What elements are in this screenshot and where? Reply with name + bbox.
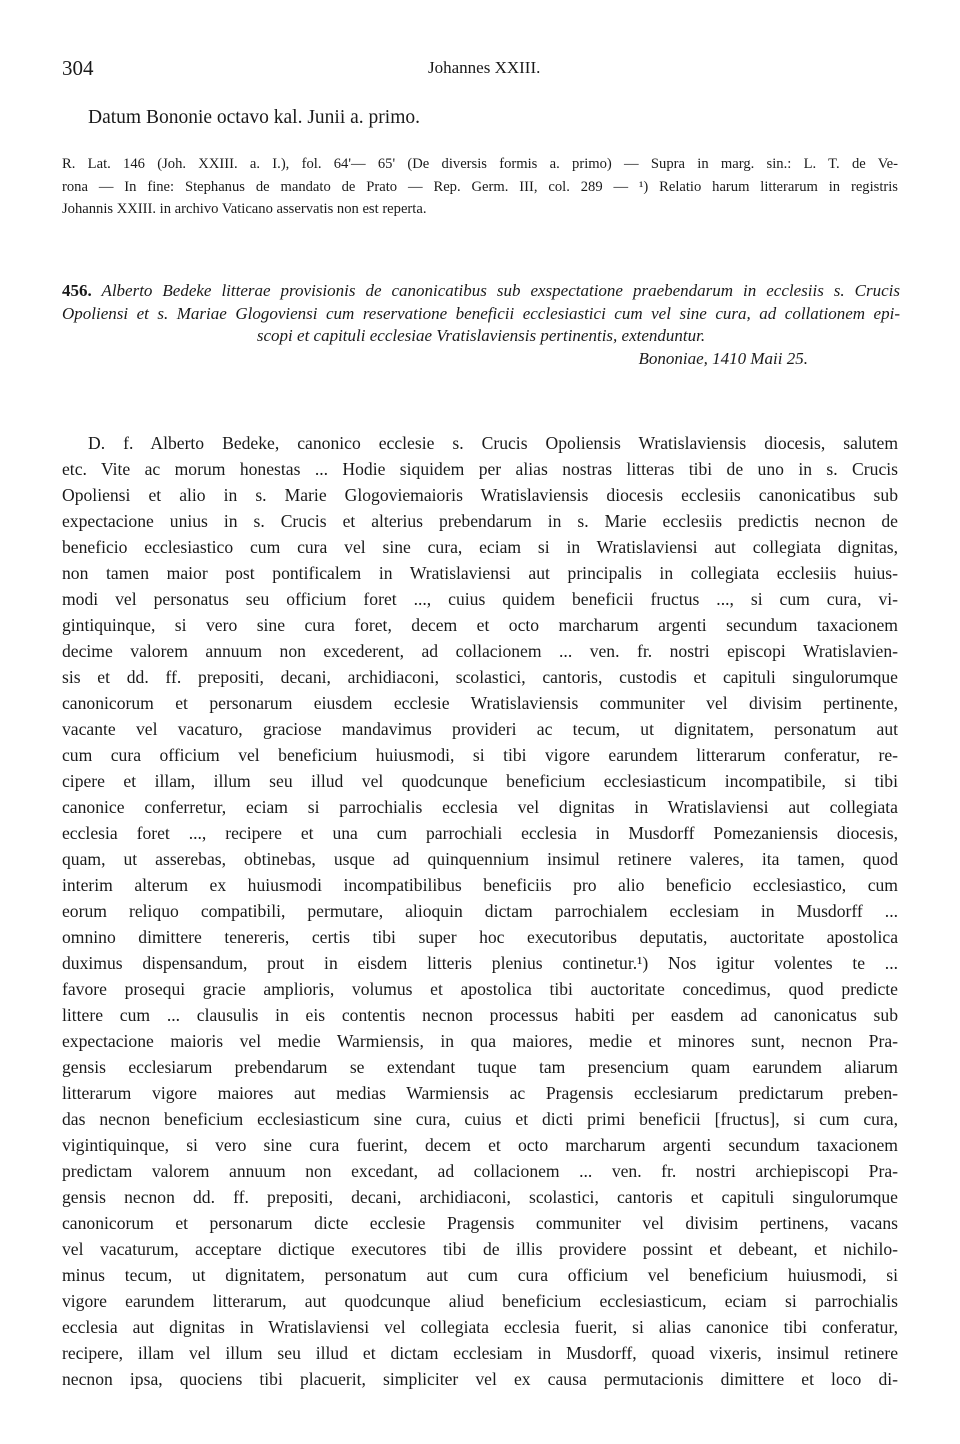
body-line: vigore earundem litterarum, aut quodcunque aliud beneficium ecclesiasticum, eciam si parrochialis bbox=[62, 1291, 898, 1311]
regest-text: Alberto Bedeke litterae provisionis de canonicatibus sub exspectatione praebendarum in ecclesiis s. Crucis bbox=[101, 281, 900, 300]
body-line: canonicorum et personarum dicte ecclesie Pragensis communiter vel divisim pertinens, vacans bbox=[62, 1213, 898, 1233]
body-line: decime valorem annuum non excederent, ad collacionem ... ven. fr. nostri episcopi Wratislavien- bbox=[62, 641, 898, 661]
body-line: vigintiquinque, si vero sine cura fuerint, decem et octo marcharum argenti secundum taxacionem bbox=[62, 1135, 898, 1155]
apparatus-line: R. Lat. 146 (Joh. XXIII. a. I.), fol. 64'— 65' (De diversis formis a. primo) — Supra in marg. sin.: L. T. de Ve- bbox=[62, 156, 898, 172]
body-line: gensis ecclesiarum prebendarum se extendant tuque tam presencium quam earundem aliarum bbox=[62, 1057, 898, 1077]
body-line: Opoliensi et alio in s. Marie Glogoviemaioris Wratislaviensis diocesis ecclesiis canonicatibus sub bbox=[62, 485, 898, 505]
body-line: sis et dd. ff. prepositi, decani, archidiaconi, scolastici, cantoris, custodis et capituli singulorumque bbox=[62, 667, 898, 687]
body-line: cipere et illam, illum seu illud vel quodcunque beneficium ecclesiasticum incompatibile, si tibi bbox=[62, 771, 898, 791]
body-line: predictam valorem annuum non excedant, ad collacionem ... ven. fr. nostri archiepiscopi Pra- bbox=[62, 1161, 898, 1181]
apparatus-line: Johannis XXIII. in archivo Vaticano asservatis non est reperta. bbox=[62, 201, 427, 217]
regest-line: scopi et capituli ecclesiae Vratislaviensis pertinentis, extenduntur. bbox=[256, 326, 706, 345]
critical-apparatus bbox=[62, 153, 898, 221]
body-line: omnino dimittere tenereris, certis tibi super hoc executoribus deputatis, auctoritate apostolica bbox=[62, 927, 898, 947]
apparatus-line: rona — In fine: Stephanus de mandato de Prato — Rep. Germ. III, col. 289 — ¹) Relatio harum litterarum in registris bbox=[62, 178, 898, 195]
body-line: duximus dispensandum, prout in eisdem litteris plenius continetur.¹) Nos igitur volentes te ... bbox=[62, 953, 898, 973]
body-line: vacante vel vacaturo, graciose mandavimus provideri ac tecum, ut dignitatem, personatum aut bbox=[62, 719, 898, 739]
regest-line bbox=[62, 280, 900, 303]
body-line: interim alterum ex huiusmodi incompatibilibus beneficiis pro alio beneficio ecclesiastico, cum bbox=[62, 875, 898, 895]
body-line: quam, ut asserebas, obtinebas, usque ad quinquennium insimul retinere valeres, ita tamen, quod bbox=[62, 849, 898, 869]
body-line: recipere, illam vel illum seu illud et dictam ecclesiam in Musdorff, quoad vixeris, insimul retinere bbox=[62, 1343, 898, 1363]
body-line: canonice conferretur, eciam si parrochialis ecclesia vel dignitas in Wratislaviensi aut collegiata bbox=[62, 797, 898, 817]
body-line: gintiquinque, si vero sine cura foret, decem et octo marcharum argenti secundum taxacionem bbox=[62, 615, 898, 635]
body-line: littere cum ... clausulis in eis contentis necnon processus habiti per easdem ad canonicatus sub bbox=[62, 1005, 898, 1025]
body-line: D. f. Alberto Bedeke, canonico ecclesie s. Crucis Opoliensis Wratislaviensis diocesis, salutem bbox=[88, 433, 898, 453]
body-line: minus tecum, ut dignitatem, personatum aut cum cura officium vel beneficium huiusmodi, si bbox=[62, 1265, 898, 1285]
body-line: canonicorum et personarum eiusdem ecclesie Wratislaviensis communiter vel divisim pertinente, bbox=[62, 693, 898, 713]
dating-line: Datum Bononie octavo kal. Junii a. primo. bbox=[88, 107, 420, 128]
body-line: expectacione maioris vel medie Warmiensis, in qua maiores, medie et minores sunt, necnon Pra- bbox=[62, 1031, 898, 1051]
body-line: expectacione unius in s. Crucis et alterius prebendarum in s. Marie ecclesiis predictis necnon de bbox=[62, 511, 898, 531]
page-number: 304 bbox=[62, 56, 94, 80]
body-line: eorum reliquo compatibili, permutare, alioquin dictam parrochialem ecclesiam in Musdorff ... bbox=[62, 901, 898, 921]
body-line: necnon ipsa, quociens tibi placuerit, simpliciter vel ex causa permutacionis dimittere et loco di- bbox=[62, 1369, 898, 1389]
body-line: gensis necnon dd. ff. prepositi, decani, archidiaconi, scolastici, cantoris et capituli singulorumque bbox=[62, 1187, 898, 1207]
body-line: litterarum vigore maiores aut medias Warmiensis ac Pragensis ecclesiarum predictarum preben- bbox=[62, 1083, 898, 1103]
regest bbox=[62, 280, 900, 370]
body-line: beneficio ecclesiastico cum cura vel sine cura, eciam si in Wratislaviensi aut collegiata dignitas, bbox=[62, 537, 898, 557]
regest-line: Opoliensi et s. Mariae Glogoviensi cum reservatione beneficii ecclesiastici cum vel sine cura, ad collationem epi- bbox=[62, 303, 900, 323]
body-line: cum cura officium vel beneficium huiusmodi, si tibi vigore earundem litterarum conferatur, re- bbox=[62, 745, 898, 765]
place-date: Bononiae, 1410 Maii 25. bbox=[638, 348, 808, 368]
body-line: non tamen maior post pontificalem in Wratislaviensi aut principalis in collegiata ecclesiis huius- bbox=[62, 563, 898, 583]
body-line: ecclesia foret ..., recipere et una cum parrochiali ecclesia in Musdorff Pomezaniensis diocesis, bbox=[62, 823, 898, 843]
body-line: vel vacaturum, acceptare dictique executores tibi de illis providere possint et debeant, et nichilo- bbox=[62, 1239, 898, 1259]
body-line: das necnon beneficium ecclesiasticum sine cura, cuius et dicti primi beneficii [fructus], si cum cura, bbox=[62, 1109, 898, 1129]
body-line: ecclesia aut dignitas in Wratislaviensi vel collegiata ecclesia fuerit, si alias canonice tibi conferatur, bbox=[62, 1317, 898, 1337]
document-body bbox=[62, 430, 898, 1392]
body-line: favore prosequi gracie amplioris, volumus et apostolica tibi auctoritate concedimus, quod predicte bbox=[62, 979, 898, 999]
running-head: Johannes XXIII. bbox=[428, 58, 541, 77]
body-line: modi vel personatus seu officium foret ..., cuius quidem beneficii fructus ..., si cum cura, vi- bbox=[62, 589, 898, 609]
entry-number: 456. bbox=[62, 281, 92, 300]
body-line: etc. Vite ac morum honestas ... Hodie siquidem per alias nostras litteras tibi de uno in s. Crucis bbox=[62, 459, 898, 479]
